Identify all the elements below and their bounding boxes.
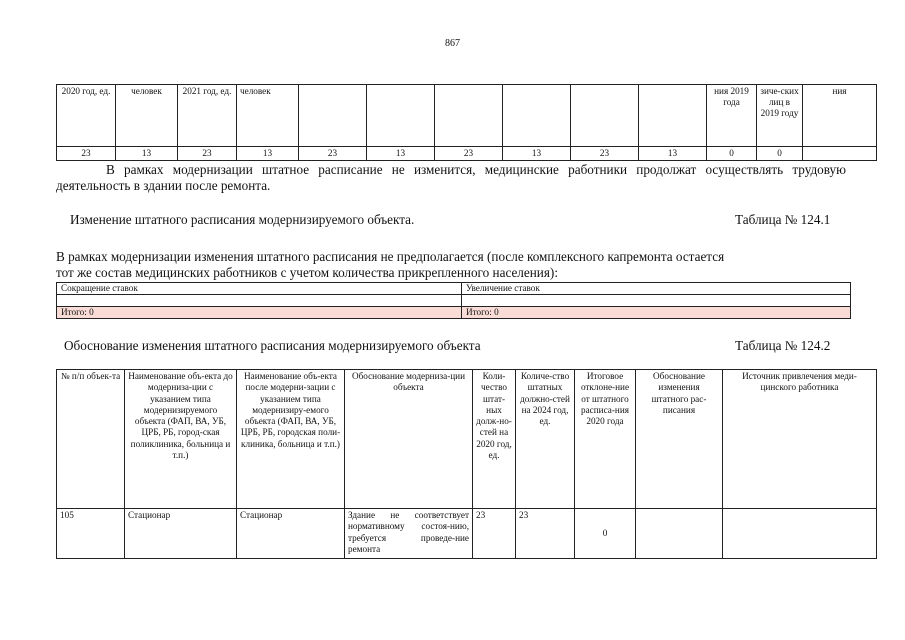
table-row — [57, 283, 851, 295]
table-cell: человек — [237, 85, 299, 147]
table-cell: зиче-ских лиц в 2019 году — [757, 85, 803, 147]
table-cell: 0 — [575, 509, 636, 559]
column-header: Итоговое отклоне-ние от штатного расписа-ния 2020 года — [575, 370, 636, 509]
table-cell — [57, 295, 462, 307]
table-cell: 0 — [757, 147, 803, 161]
table-cell: 23 — [178, 147, 237, 161]
caption-number-124-1: Таблица № 124.1 — [735, 212, 831, 227]
table-cell: 23 — [516, 509, 575, 559]
table-cell — [639, 85, 707, 147]
column-header: Наименование объ-екта до модерниза-ции с указанием типа модернизируемого объекта (ФАП, ВА, УБ, ЦРБ, РБ, город-ская поликлиника, больница и т.п.) — [125, 370, 237, 509]
table-cell — [803, 147, 877, 161]
table-cell: 2021 год, ед. — [178, 85, 237, 147]
table-cell — [462, 295, 851, 307]
table-cell: Стационар — [237, 509, 345, 559]
staff-change-table — [56, 282, 851, 319]
table-row — [57, 509, 877, 559]
table-cell: ния 2019 года — [707, 85, 757, 147]
paragraph-staffing-unchanged: В рамках модернизации штатное расписание не изменится, медицинские работники продолжат осуществлять трудовую деятельность в здании после ремонта. — [56, 162, 846, 193]
table-cell — [367, 85, 435, 147]
table-cell: 13 — [503, 147, 571, 161]
column-header: Наименование объ-екта после модерни-зации с указанием типа модернизиру-емого объекта (ФАП, ВА, УБ, ЦРБ, РБ, городская поли-клиника, больница и т.п.) — [237, 370, 345, 509]
column-header: Коли-чество штат-ных долж-но-стей на 2020 год, ед. — [473, 370, 516, 509]
column-header: Обоснование изменения штатного рас-писания — [636, 370, 723, 509]
caption-number-124-2: Таблица № 124.2 — [735, 338, 831, 353]
total-row — [57, 307, 851, 319]
table-cell — [636, 509, 723, 559]
table-row — [57, 295, 851, 307]
column-header-increase: Увеличение ставок — [462, 283, 851, 295]
column-header: Обоснование модерниза-ции объекта — [345, 370, 473, 509]
table-cell — [571, 85, 639, 147]
column-header-reduction: Сокращение ставок — [57, 283, 462, 295]
table-cell: ния — [803, 85, 877, 147]
table-header-row — [57, 370, 877, 509]
table-cell: 105 — [57, 509, 125, 559]
table-cell: Здание не соответствует нормативному состоя-нию, требуется проведе-ние ремонта — [345, 509, 473, 559]
table-cell — [299, 85, 367, 147]
table-cell: 13 — [116, 147, 178, 161]
table-cell: 2020 год, ед. — [57, 85, 116, 147]
table-cell: 23 — [299, 147, 367, 161]
table-cell: 13 — [237, 147, 299, 161]
table-cell — [435, 85, 503, 147]
table-row — [57, 85, 877, 147]
column-header: № п/п объек-та — [57, 370, 125, 509]
table-cell: 0 — [707, 147, 757, 161]
paragraph-no-changes-line2: тот же состав медицинских работников с учетом количества прикрепленного населения): — [56, 265, 558, 280]
table-cell — [723, 509, 877, 559]
table-cell: 23 — [435, 147, 503, 161]
staffing-continuation-table — [56, 84, 877, 161]
total-increase: Итого: 0 — [462, 307, 851, 319]
table-cell: 23 — [57, 147, 116, 161]
total-reduction: Итого: 0 — [57, 307, 462, 319]
table-cell: 13 — [367, 147, 435, 161]
table-cell: Стационар — [125, 509, 237, 559]
paragraph-no-changes-line1: В рамках модернизации изменения штатного расписания не предполагается (после комплексного капремонта остается — [56, 249, 725, 264]
table-cell — [503, 85, 571, 147]
page-number: 867 — [445, 38, 460, 49]
column-header: Количе-ство штатных должно-стей на 2024 год, ед. — [516, 370, 575, 509]
caption-title-124-2: Обоснование изменения штатного расписания модернизируемого объекта — [64, 338, 481, 353]
table-cell: 13 — [639, 147, 707, 161]
table-cell: 23 — [571, 147, 639, 161]
table-cell: 23 — [473, 509, 516, 559]
justification-table — [56, 369, 877, 559]
column-header: Источник привлечения меди-цинского работника — [723, 370, 877, 509]
table-cell: человек — [116, 85, 178, 147]
table-row — [57, 147, 877, 161]
caption-title-124-1: Изменение штатного расписания модернизируемого объекта. — [70, 212, 415, 227]
